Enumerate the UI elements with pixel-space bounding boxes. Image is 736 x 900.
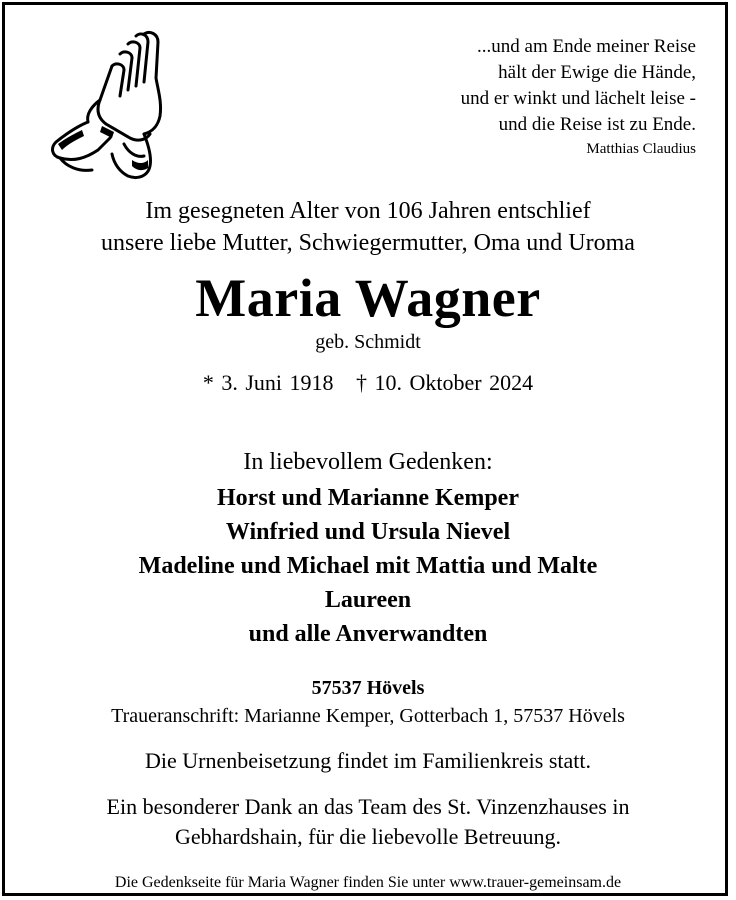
mourner: Horst und Marianne Kemper <box>217 485 519 511</box>
intro-line: Im gesegneten Alter von 106 Jahren entschlief <box>145 198 591 224</box>
mourner: Madeline und Michael mit Mattia und Malte <box>138 553 598 579</box>
mourning-address: Traueranschrift: Marianne Kemper, Gotterbach 1, 57537 Hövels <box>111 705 625 727</box>
life-dates: * 3. Juni 1918 † 10. Oktober 2024 <box>202 370 534 395</box>
intro-line: unsere liebe Mutter, Schwiegermutter, Oma und Uroma <box>101 230 635 256</box>
praying-hands-icon <box>40 26 172 186</box>
mourner: Laureen <box>324 587 412 613</box>
thanks-line: Ein besonderer Dank an das Team des St. Vinzenzhauses in <box>106 794 630 819</box>
poem-line: ...und am Ende meiner Reise <box>477 36 696 57</box>
mourners-list <box>0 481 736 651</box>
thanks-line: Gebhardshain, für die liebevolle Betreuung. <box>174 824 562 849</box>
poem-author: Matthias Claudius <box>586 141 696 157</box>
poem <box>461 34 696 160</box>
footer-note: Die Gedenkseite für Maria Wagner finden Sie unter www.trauer-gemeinsam.de <box>114 874 622 891</box>
poem-line: und die Reise ist zu Ende. <box>498 114 696 135</box>
poem-line: hält der Ewige die Hände, <box>498 62 696 83</box>
poem-line: und er winkt und lächelt leise - <box>460 88 696 109</box>
burial-note: Die Urnenbeisetzung findet im Familienkreis statt. <box>144 748 591 773</box>
mourner: Winfried und Ursula Nievel <box>225 519 511 545</box>
maiden-name: geb. Schmidt <box>315 331 421 353</box>
thanks-note <box>0 792 736 852</box>
intro-text <box>0 195 736 259</box>
place: 57537 Hövels <box>311 677 425 699</box>
gedenken-heading: In liebevollem Gedenken: <box>243 449 493 475</box>
mourner: und alle Anverwandten <box>248 621 488 647</box>
deceased-name: Maria Wagner <box>195 268 541 328</box>
